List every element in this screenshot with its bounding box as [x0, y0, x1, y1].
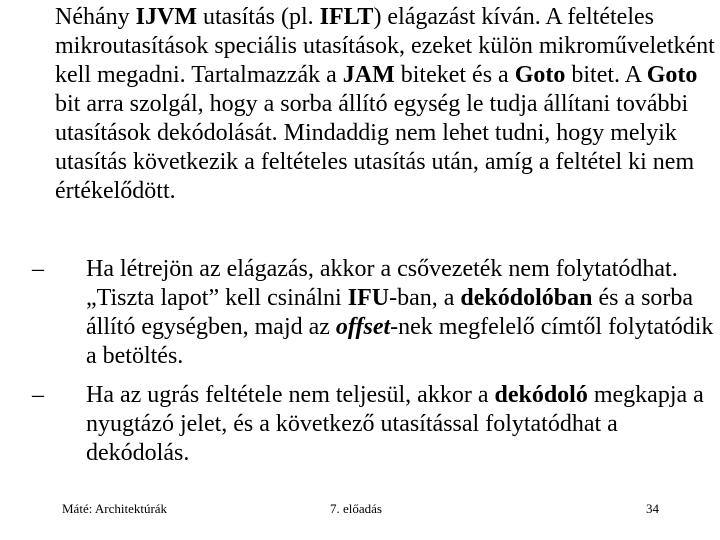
bullet-2-text-2: megkapja a nyugtázó jelet, és a következő utasítással folytatódhat a dekódolás. — [86, 382, 704, 466]
bullet-2-text-1: Ha az ugrás feltétele nem teljesül, akkor a — [86, 382, 495, 408]
intro-text-2: utasítás (pl. — [196, 4, 320, 30]
bullet-1-bold-dekodoloban: dekódolóban — [460, 285, 593, 311]
bullet-dash: – — [32, 382, 44, 408]
intro-text-5: bitet. A — [565, 62, 647, 88]
footer-author-course: Máté: Architektúrák — [62, 501, 168, 516]
bullet-1-text-1: Ha létrejön az elágazás, akkor a csővezeték nem folytatódhat. „Tiszta lapot” kell csinálni — [86, 256, 678, 311]
intro-bold-goto-2: Goto — [646, 62, 698, 88]
intro-text-4: biteket és a — [394, 62, 515, 88]
intro-bold-iflt: IFLT — [319, 4, 374, 30]
bullet-text — [86, 381, 716, 468]
bullet-1-bold-ifu: IFU — [347, 285, 390, 311]
footer-page-number: 34 — [646, 501, 659, 516]
intro-text-1: Néhány — [55, 4, 136, 30]
footer-lecture-number: 7. előadás — [330, 501, 382, 516]
bullet-1-text-2: -ban, a — [389, 285, 461, 311]
bullet-1-text-4: -nek megfelelő címtől folytatódik a betöltés. — [86, 314, 714, 369]
bullet-1-text-3: és a sorba állító egységben, majd az — [86, 285, 694, 340]
intro-bold-ijvm: IJVM — [135, 4, 197, 30]
bullet-2-bold-dekodolo: dekódoló — [494, 382, 588, 408]
intro-text-6: bit arra szolgál, hogy a sorba állító egység le tudja állítani további utasítások dekódolását. Mindaddig nem lehet tudni, hogy melyik utasítás következik a feltételes utasítás után, amíg a feltétel ki nem értékelődött. — [55, 91, 695, 204]
intro-paragraph — [55, 3, 715, 206]
bullet-text — [86, 255, 716, 371]
intro-text-3: ) elágazást kíván. A feltételes mikroutasítások speciális utasítások, ezeket külön mikroműveletként kell megadni. Tartalmazzák a — [55, 4, 715, 88]
bullet-1-bold-italic-offset: offset — [335, 314, 391, 340]
intro-bold-goto-1: Goto — [514, 62, 566, 88]
intro-bold-jam: JAM — [342, 62, 395, 88]
bullet-dash: – — [32, 256, 44, 282]
